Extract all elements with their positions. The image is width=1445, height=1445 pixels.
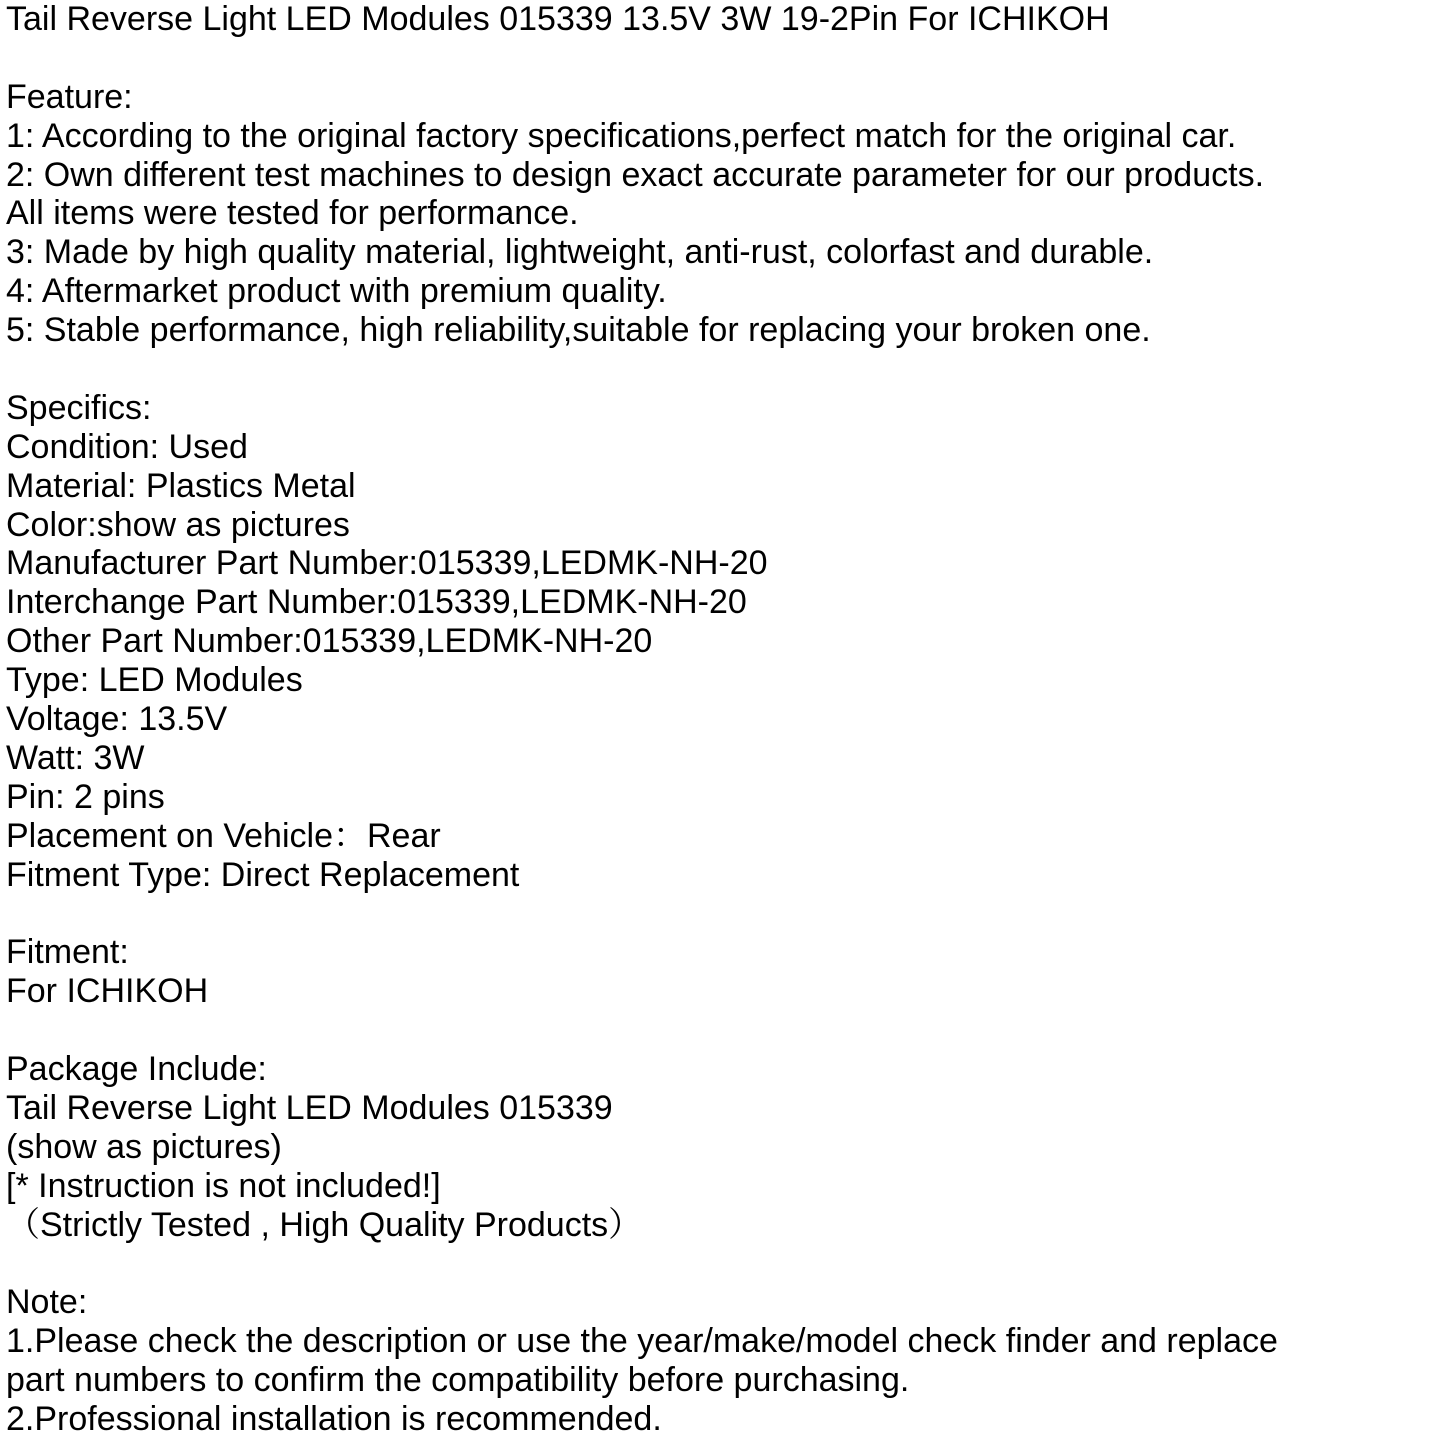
- note-item: 1.Please check the description or use the year/make/model check finder and replace: [6, 1322, 1278, 1361]
- fitment-section: [6, 933, 1441, 1011]
- feature-section: [6, 78, 1441, 350]
- package-item: Tail Reverse Light LED Modules 015339: [6, 1088, 613, 1127]
- feature-item: 2: Own different test machines to design exact accurate parameter for our products.: [6, 155, 1265, 194]
- fitment-item: For ICHIKOH: [6, 972, 209, 1011]
- spec-pin: Pin: 2 pins: [6, 777, 165, 816]
- note-item: 2.Professional installation is recommended.: [6, 1400, 662, 1439]
- product-description: [6, 0, 1441, 1439]
- package-item: (show as pictures): [6, 1127, 282, 1166]
- feature-item: 4: Aftermarket product with premium quality.: [6, 272, 667, 311]
- feature-item: 5: Stable performance, high reliability,suitable for replacing your broken one.: [6, 311, 1151, 350]
- page-title: Tail Reverse Light LED Modules 015339 13.5V 3W 19-2Pin For ICHIKOH: [6, 0, 1110, 38]
- spec-color: Color:show as pictures: [6, 505, 350, 544]
- spacer: [6, 894, 1441, 933]
- fitment-heading: Fitment:: [6, 933, 129, 972]
- spacer: [6, 1245, 1441, 1284]
- package-item: （Strictly Tested , High Quality Products）: [6, 1205, 643, 1244]
- spec-interchange-part-number: Interchange Part Number:015339,LEDMK-NH-20: [6, 583, 747, 622]
- feature-item: 3: Made by high quality material, lightweight, anti-rust, colorfast and durable.: [6, 233, 1154, 272]
- package-item: [* Instruction is not included!]: [6, 1166, 441, 1205]
- package-section: [6, 1050, 1441, 1244]
- spacer: [6, 39, 1441, 78]
- spec-fitment-type: Fitment Type: Direct Replacement: [6, 855, 520, 894]
- specifics-heading: Specifics:: [6, 388, 152, 427]
- spec-other-part-number: Other Part Number:015339,LEDMK-NH-20: [6, 622, 653, 661]
- specifics-section: [6, 389, 1441, 895]
- note-item: part numbers to confirm the compatibility before purchasing.: [6, 1361, 910, 1400]
- spec-voltage: Voltage: 13.5V: [6, 700, 228, 739]
- feature-item: 1: According to the original factory specifications,perfect match for the original car.: [6, 116, 1237, 155]
- package-heading: Package Include:: [6, 1050, 267, 1089]
- feature-item: All items were tested for performance.: [6, 194, 579, 233]
- note-heading: Note:: [6, 1283, 88, 1322]
- feature-heading: Feature:: [6, 77, 133, 116]
- spec-material: Material: Plastics Metal: [6, 466, 356, 505]
- spacer: [6, 1011, 1441, 1050]
- spec-watt: Watt: 3W: [6, 738, 145, 777]
- spec-type: Type: LED Modules: [6, 661, 303, 700]
- note-section: [6, 1283, 1441, 1439]
- spec-manufacturer-part-number: Manufacturer Part Number:015339,LEDMK-NH-20: [6, 544, 768, 583]
- spec-condition: Condition: Used: [6, 427, 248, 466]
- spec-placement: Placement on Vehicle：Rear: [6, 816, 441, 855]
- spacer: [6, 350, 1441, 389]
